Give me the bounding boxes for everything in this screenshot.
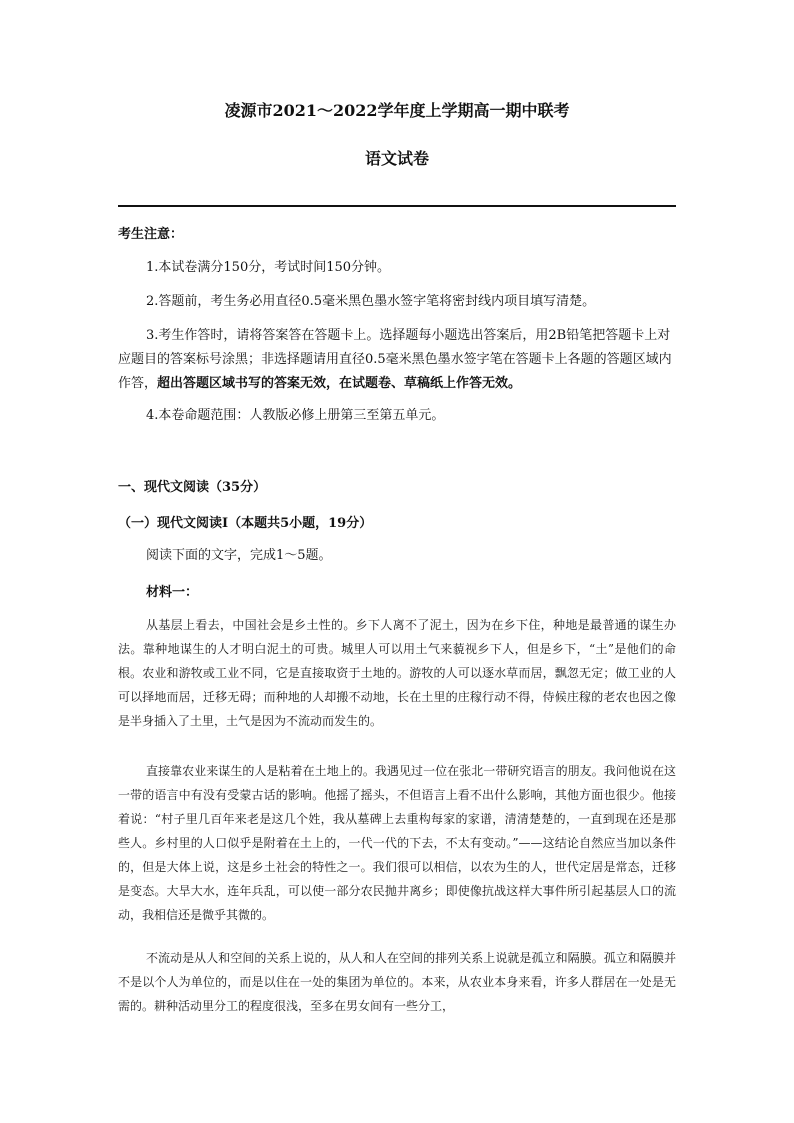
notice-item-2: 2.答题前，考生务必用直径0.5毫米黑色墨水签字笔将密封线内项目填写清楚。 xyxy=(146,294,596,309)
exam-subtitle: 语文试卷 xyxy=(364,149,429,168)
passage-paragraph-3: 不流动是从人和空间的关系上说的，从人和人在空间的排列关系上说就是孤立和隔膜。孤立和隔膜并不是以个人为单位的，而是以住在一处的集团为单位的。本来，从农业本身来看，许多人群居在一处是无需的。耕种活动里分工的程度很浅，至多在男女间有一些分工， xyxy=(118,951,676,1013)
subsection-heading: （一）现代文阅读I（本题共5小题，19分） xyxy=(118,516,373,531)
section-heading: 一、现代文阅读（35分） xyxy=(118,480,267,495)
notice-item-3 xyxy=(118,324,676,396)
exam-title: 凌源市2021～2022学年度上学期高一期中联考 xyxy=(224,101,570,120)
notice-item-3-warning: 超出答题区域书写的答案无效，在试题卷、草稿纸上作答无效。 xyxy=(157,376,522,391)
notice-item-1: 1.本试卷满分150分，考试时间150分钟。 xyxy=(146,260,391,275)
material-label: 材料一： xyxy=(146,585,199,600)
header-divider xyxy=(118,205,676,207)
notice-heading: 考生注意： xyxy=(118,227,184,242)
notice-item-3-text: 3.考生作答时，请将答案答在答题卡上。选择题每小题选出答案后，用2B铅笔把答题卡上对应题目的答案标号涂黑；非选择题请用直径0.5毫米黑色墨水签字笔在答题卡上各题的答题区域内作答， xyxy=(118,328,672,391)
passage-paragraph-2: 直接靠农业来谋生的人是粘着在土地上的。我遇见过一位在张北一带研究语言的朋友。我问他说在这一带的语言中有没有受蒙古话的影响。他摇了摇头，不但语言上看不出什么影响，其他方面也很少。他接着说：“村子里几百年来老是这几个姓，我从墓碑上去重构每家的家谱，清清楚楚的，一直到现在还是那些人。乡村里的人口似乎是附着在土上的，一代一代的下去，不太有变动。”——这结论自然应当加以条件的，但是大体上说，这是乡土社会的特性之一。我们很可以相信，以农为生的人，世代定居是常态，迁移是变态。大旱大水，连年兵乱，可以使一部分农民抛井离乡；即使像抗战这样大事件所引起基层人口的流动，我相信还是微乎其微的。 xyxy=(118,764,676,922)
reading-instruction: 阅读下面的文字，完成1～5题。 xyxy=(146,548,332,563)
passage-paragraph-1: 从基层上看去，中国社会是乡土性的。乡下人离不了泥土，因为在乡下住，种地是最普通的谋生办法。靠种地谋生的人才明白泥土的可贵。城里人可以用土气来藐视乡下人，但是乡下，“土”是他们的命根。农业和游牧或工业不同，它是直接取资于土地的。游牧的人可以逐水草而居，飘忽无定；做工业的人可以择地而居，迁移无碍；而种地的人却搬不动地，长在土里的庄稼行动不得，侍候庄稼的老农也因之像是半身插入了土里，土气是因为不流动而发生的。 xyxy=(118,618,676,728)
notice-item-4: 4.本卷命题范围：人教版必修上册第三至第五单元。 xyxy=(146,408,445,423)
